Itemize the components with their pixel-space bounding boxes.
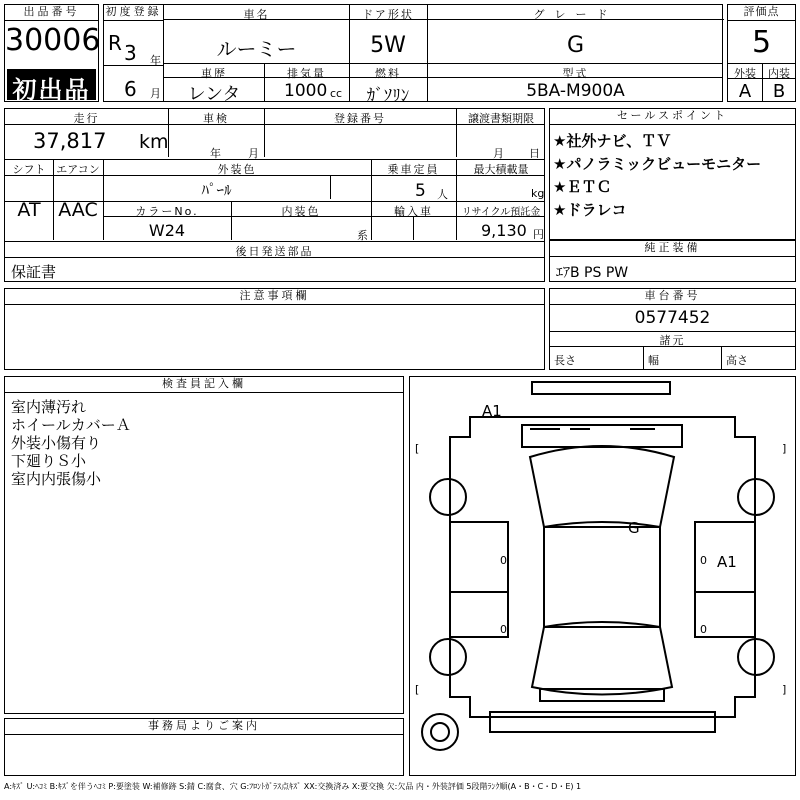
car-info-box — [163, 4, 723, 106]
displacement-label: 排気量 — [287, 67, 326, 80]
later-parts-value: 保証書 — [11, 263, 57, 281]
capacity-unit: 人 — [437, 188, 448, 201]
car-diagram — [410, 377, 795, 775]
mileage-unit: km — [139, 131, 169, 153]
length-label: 長さ — [554, 354, 576, 367]
reg-no-label: 登録番号 — [334, 112, 386, 125]
reg-month-unit: 月 — [150, 87, 161, 100]
car-diagram-box — [409, 376, 796, 776]
damage-mark-front: A1 — [482, 402, 502, 420]
door-label: ドア形状 — [362, 8, 414, 21]
office-box — [4, 718, 404, 776]
reg-era: R — [108, 31, 122, 55]
first-listing-badge — [7, 69, 96, 104]
reg-year: 3 — [124, 41, 137, 65]
equipment-value: ｴｱB PS PW — [556, 265, 629, 281]
car-name-label: 車名 — [243, 8, 270, 21]
svg-text:0: 0 — [500, 554, 507, 567]
inspector-line-3: 外装小傷有り — [11, 434, 102, 452]
interior-color-unit: 系 — [357, 229, 368, 242]
transfer-month-unit: 月 — [493, 147, 504, 160]
recycle-unit: 円 — [533, 228, 544, 241]
transfer-day-unit: 日 — [529, 147, 540, 160]
legend-text: A:ｷｽﾞ U:ﾍｺﾐ B:ｷｽﾞを伴うﾍｺﾐ P:要塗装 W:補修跡 S:錆 C:腐食、穴 G:ﾌﾛﾝﾄｶﾞﾗｽ点ｷｽﾞ XX:交換済み X:要交換 欠:欠品 内・外装評価 5段階ﾗﾝｸ順(A・B・C・D・E) 1 — [4, 782, 582, 791]
score-box — [727, 4, 796, 102]
inspector-line-1: 室内薄汚れ — [11, 398, 87, 416]
displacement-unit: cc — [330, 87, 343, 100]
interior-grade: B — [772, 81, 786, 102]
ac-value: AAC — [58, 199, 98, 221]
grade-value: G — [566, 33, 585, 58]
inspector-line-4: 下廻りＳ小 — [11, 452, 87, 470]
color-no-label: カラーNo. — [135, 205, 199, 218]
inspector-line-5: 室内内張傷小 — [11, 470, 102, 488]
inspector-line-2: ホイールカバーＡ — [11, 416, 131, 434]
equipment-label: 純正装備 — [550, 241, 795, 257]
lot-label: 出品番号 — [5, 5, 98, 21]
history-value: レンタ — [187, 84, 241, 105]
reg-month: 6 — [124, 77, 137, 101]
sales-point-1: ★社外ナビ、ＴＶ — [553, 132, 672, 150]
chassis-number: 0577452 — [634, 308, 711, 328]
office-label: 事務局よりご案内 — [5, 719, 403, 735]
score-value: 5 — [751, 25, 772, 60]
car-name: ルーミー — [216, 37, 297, 61]
insp-month-unit: 月 — [248, 147, 259, 160]
inspector-box — [4, 376, 404, 714]
shift-label: シフト — [12, 163, 46, 176]
reg-year-unit: 年 — [150, 54, 161, 67]
dims-label: 諸元 — [659, 334, 686, 347]
sales-label: セールスポイント — [550, 109, 795, 125]
mileage-value: 37,817 — [33, 129, 107, 153]
max-load-label: 最大積載量 — [473, 163, 529, 176]
interior-label: 内装 — [768, 67, 790, 80]
model-label: 型式 — [562, 67, 589, 80]
exterior-label: 外装 — [734, 67, 756, 80]
color-value: ﾊﾟｰﾙ — [201, 181, 232, 199]
mid-info-box — [4, 108, 545, 282]
svg-text:0: 0 — [500, 623, 507, 636]
sales-box — [549, 108, 796, 240]
capacity-value: 5 — [415, 181, 426, 201]
inspector-label: 検査員記入欄 — [5, 377, 403, 393]
notes-box — [4, 288, 545, 370]
height-label: 高さ — [726, 354, 748, 367]
reg-label: 初度登録 — [104, 5, 163, 21]
width-label: 幅 — [648, 354, 659, 367]
score-label: 評価点 — [728, 5, 795, 21]
door-value: 5W — [370, 33, 406, 58]
sales-point-3: ★ＥＴＣ — [553, 178, 612, 196]
first-listing-text: 初出品 — [12, 76, 91, 104]
chassis-box — [549, 288, 796, 370]
svg-text:0: 0 — [700, 623, 707, 636]
notes-label: 注意事項欄 — [5, 289, 544, 305]
damage-mark-right: A1 — [717, 553, 737, 571]
exterior-grade: A — [738, 81, 752, 102]
sales-point-2: ★パノラミックビューモニター — [553, 155, 762, 173]
recycle-value: 9,130 — [481, 221, 527, 240]
chassis-label: 車台番号 — [550, 289, 795, 305]
color-no-value: W24 — [148, 221, 186, 240]
fuel-label: 燃料 — [375, 67, 401, 80]
insp-year-unit: 年 — [210, 147, 221, 160]
svg-text:]: ] — [782, 442, 787, 455]
equipment-box — [549, 240, 796, 282]
transfer-label: 譲渡書類期限 — [468, 112, 534, 125]
fuel-value: ｶﾞｿﾘﾝ — [366, 86, 410, 106]
grade-label: グレード — [533, 8, 618, 21]
model-value: 5BA-M900A — [526, 81, 625, 101]
ac-label: エアコン — [56, 163, 100, 176]
svg-text:[: [ — [415, 442, 420, 455]
import-label: 輸入車 — [394, 205, 433, 218]
lot-number: 30006 — [5, 23, 101, 58]
capacity-label: 乗車定員 — [387, 163, 440, 176]
svg-text:]: ] — [782, 683, 787, 696]
mileage-label: 走行 — [73, 112, 100, 125]
sales-point-4: ★ドラレコ — [553, 201, 627, 219]
damage-mark-roof: G — [628, 519, 640, 537]
interior-color-label: 内装色 — [281, 205, 321, 218]
lot-box — [4, 4, 99, 102]
svg-text:0: 0 — [700, 554, 707, 567]
later-parts-label: 後日発送部品 — [235, 245, 314, 258]
max-load-unit: kg — [531, 187, 545, 200]
shift-value: AT — [17, 199, 41, 221]
inspection-label: 車検 — [203, 112, 229, 125]
reg-box — [103, 4, 164, 102]
color-label: 外装色 — [217, 163, 257, 176]
displacement-value: 1000 — [284, 81, 328, 101]
history-label: 車歴 — [201, 67, 227, 80]
svg-text:[: [ — [415, 683, 420, 696]
recycle-label: リサイクル預託金 — [461, 207, 541, 218]
